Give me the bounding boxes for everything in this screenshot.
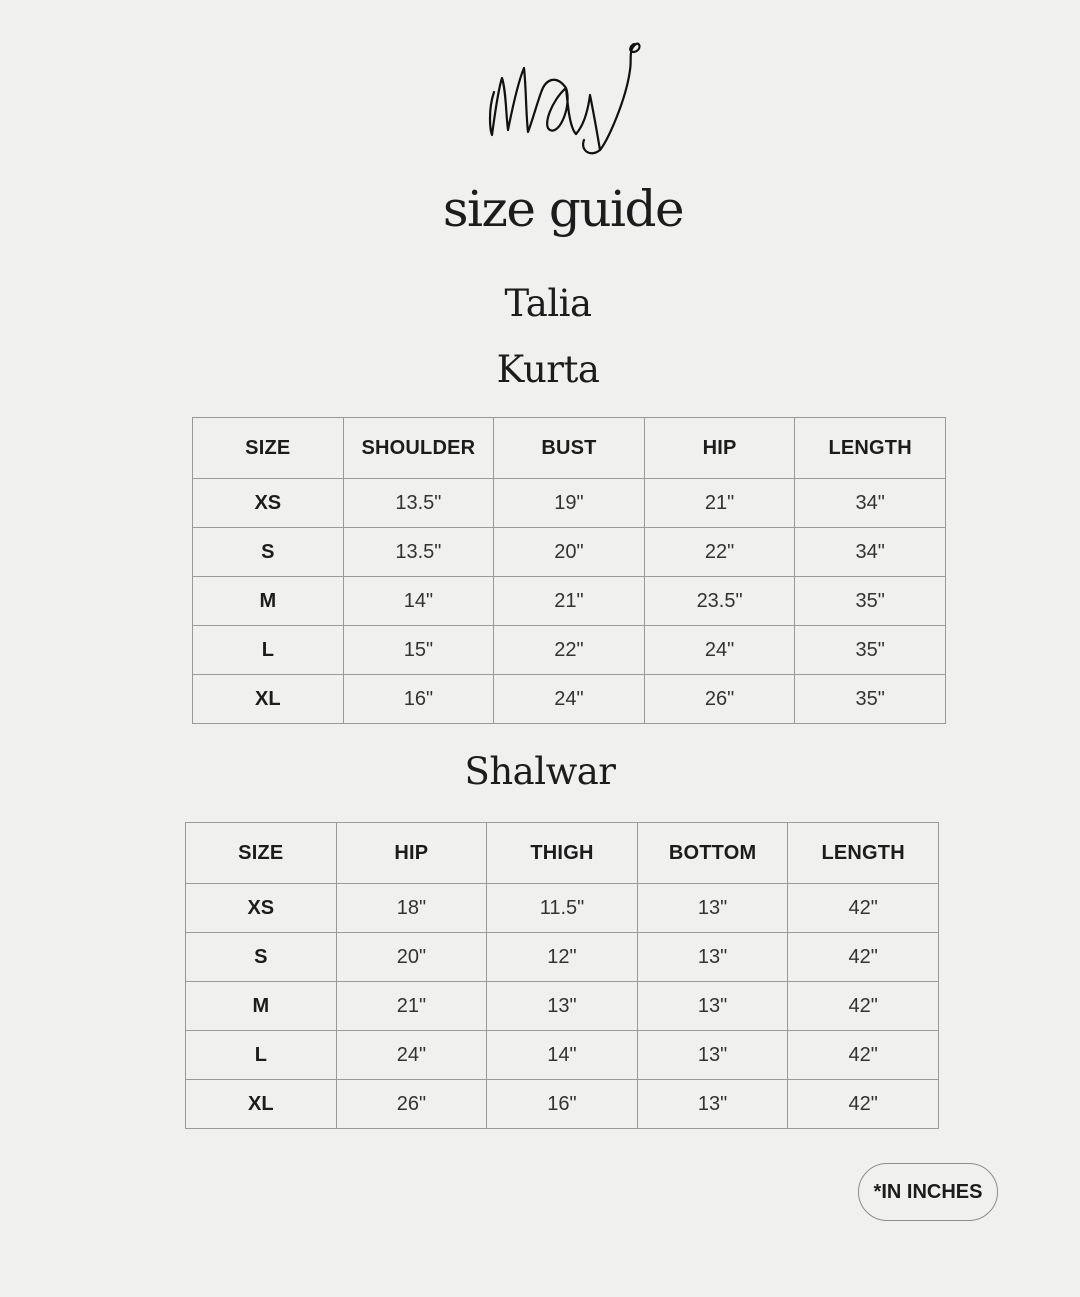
kurta-size-table bbox=[192, 417, 946, 724]
measurement-cell: 15" bbox=[343, 626, 494, 675]
table-row bbox=[193, 479, 946, 528]
column-header: LENGTH bbox=[795, 418, 946, 479]
column-header: SHOULDER bbox=[343, 418, 494, 479]
measurement-cell: 24" bbox=[336, 1031, 487, 1080]
table-header-row bbox=[193, 418, 946, 479]
measurement-cell: 24" bbox=[644, 626, 795, 675]
measurement-cell: 21" bbox=[494, 577, 645, 626]
measurement-cell: 13" bbox=[637, 933, 788, 982]
measurement-cell: 42" bbox=[788, 1031, 939, 1080]
measurement-cell: 23.5" bbox=[644, 577, 795, 626]
measurement-cell: 13" bbox=[637, 982, 788, 1031]
unit-note-badge: *IN INCHES bbox=[858, 1163, 998, 1221]
size-cell: XL bbox=[186, 1080, 337, 1129]
measurement-cell: 13" bbox=[487, 982, 638, 1031]
measurement-cell: 14" bbox=[487, 1031, 638, 1080]
column-header: BOTTOM bbox=[637, 823, 788, 884]
measurement-cell: 22" bbox=[494, 626, 645, 675]
measurement-cell: 13" bbox=[637, 884, 788, 933]
measurement-cell: 20" bbox=[336, 933, 487, 982]
size-cell: XS bbox=[186, 884, 337, 933]
size-cell: S bbox=[193, 528, 344, 577]
measurement-cell: 42" bbox=[788, 982, 939, 1031]
size-cell: XL bbox=[193, 675, 344, 724]
column-header: LENGTH bbox=[788, 823, 939, 884]
measurement-cell: 13.5" bbox=[343, 528, 494, 577]
column-header: HIP bbox=[644, 418, 795, 479]
measurement-cell: 35" bbox=[795, 675, 946, 724]
measurement-cell: 26" bbox=[336, 1080, 487, 1129]
measurement-cell: 13" bbox=[637, 1080, 788, 1129]
measurement-cell: 16" bbox=[487, 1080, 638, 1129]
measurement-cell: 18" bbox=[336, 884, 487, 933]
table-row bbox=[193, 528, 946, 577]
column-header: BUST bbox=[494, 418, 645, 479]
measurement-cell: 35" bbox=[795, 577, 946, 626]
column-header: HIP bbox=[336, 823, 487, 884]
column-header: SIZE bbox=[186, 823, 337, 884]
measurement-cell: 16" bbox=[343, 675, 494, 724]
size-cell: M bbox=[193, 577, 344, 626]
measurement-cell: 34" bbox=[795, 528, 946, 577]
table-row bbox=[193, 626, 946, 675]
column-header: SIZE bbox=[193, 418, 344, 479]
shalwar-size-table bbox=[185, 822, 939, 1129]
column-header: THIGH bbox=[487, 823, 638, 884]
measurement-cell: 34" bbox=[795, 479, 946, 528]
table-row bbox=[186, 1031, 939, 1080]
brand-logo bbox=[480, 30, 650, 165]
shalwar-heading: Shalwar bbox=[464, 750, 616, 793]
measurement-cell: 22" bbox=[644, 528, 795, 577]
table-header-row bbox=[186, 823, 939, 884]
measurement-cell: 24" bbox=[494, 675, 645, 724]
table-row bbox=[193, 675, 946, 724]
measurement-cell: 13.5" bbox=[343, 479, 494, 528]
size-cell: L bbox=[193, 626, 344, 675]
kurta-heading: Kurta bbox=[496, 348, 600, 391]
measurement-cell: 42" bbox=[788, 884, 939, 933]
table-row bbox=[186, 982, 939, 1031]
size-cell: XS bbox=[193, 479, 344, 528]
measurement-cell: 42" bbox=[788, 933, 939, 982]
table-row bbox=[193, 577, 946, 626]
measurement-cell: 13" bbox=[637, 1031, 788, 1080]
measurement-cell: 21" bbox=[644, 479, 795, 528]
product-name: Talia bbox=[504, 282, 592, 325]
measurement-cell: 26" bbox=[644, 675, 795, 724]
measurement-cell: 21" bbox=[336, 982, 487, 1031]
measurement-cell: 35" bbox=[795, 626, 946, 675]
measurement-cell: 42" bbox=[788, 1080, 939, 1129]
size-cell: L bbox=[186, 1031, 337, 1080]
measurement-cell: 12" bbox=[487, 933, 638, 982]
size-cell: M bbox=[186, 982, 337, 1031]
size-cell: S bbox=[186, 933, 337, 982]
table-row bbox=[186, 1080, 939, 1129]
measurement-cell: 20" bbox=[494, 528, 645, 577]
table-row bbox=[186, 933, 939, 982]
measurement-cell: 19" bbox=[494, 479, 645, 528]
measurement-cell: 14" bbox=[343, 577, 494, 626]
measurement-cell: 11.5" bbox=[487, 884, 638, 933]
page-title: size guide bbox=[442, 180, 684, 238]
table-row bbox=[186, 884, 939, 933]
